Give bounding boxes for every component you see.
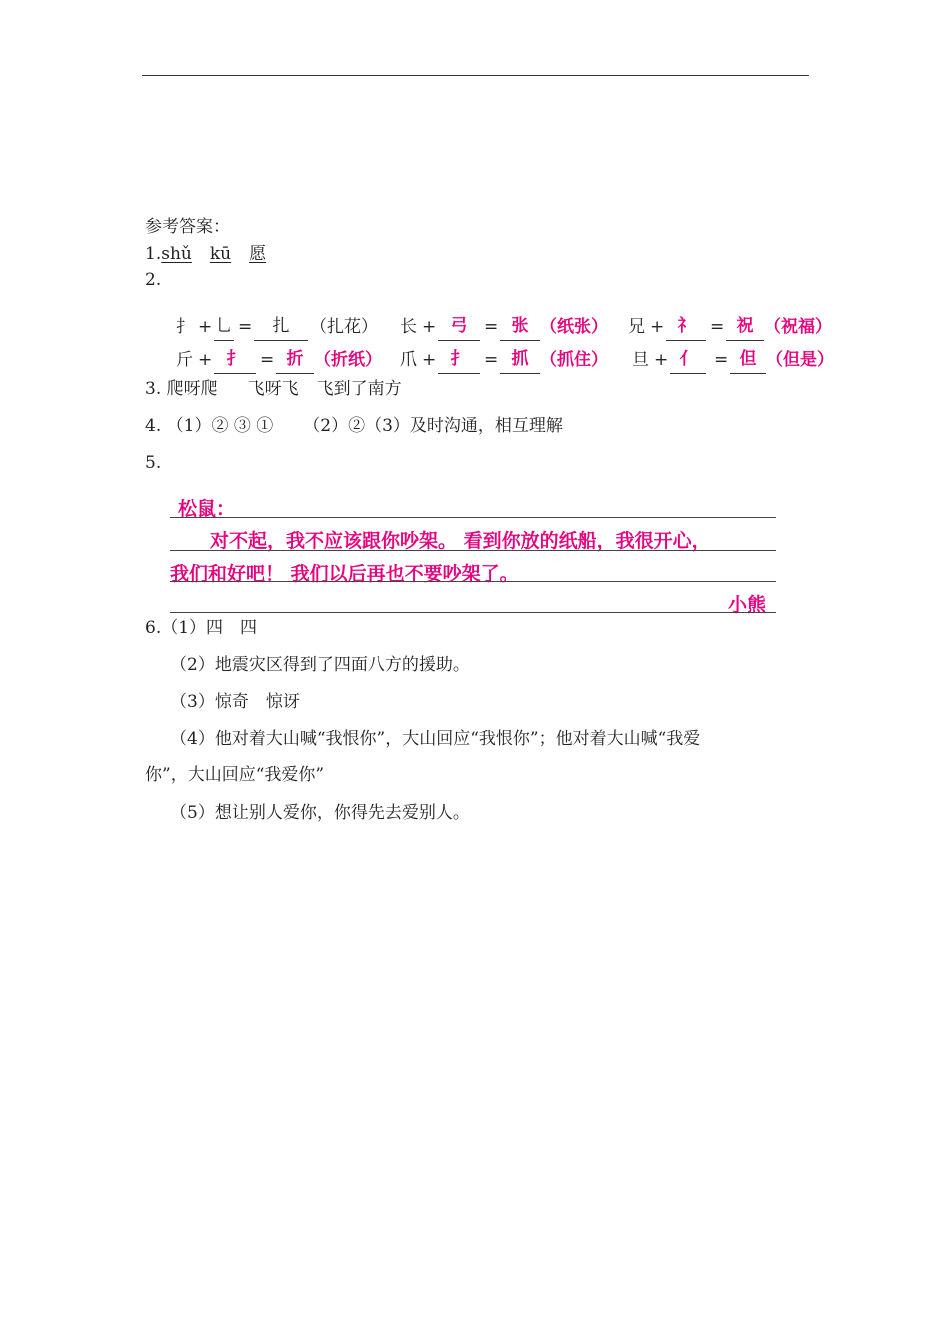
q2-r1-g1-part: 乚 (214, 314, 234, 341)
plus-sign: + (654, 350, 669, 370)
q2-r1-g2-char: 张 (500, 314, 540, 341)
q6-part-4-line-2: 你”，大山回应“我爱你” (145, 765, 325, 785)
q2-r2-g1-char: 折 (276, 347, 314, 374)
q4-number: 4. (145, 416, 162, 436)
q6-part-4-line-1: （4）他对着大山喊“我恨你”，大山回应“我恨你”；他对着大山喊“我爱 (170, 729, 701, 749)
q2-r1-g2-base: 长 (400, 317, 417, 337)
q2-r2-g3-word: （但是） (766, 350, 834, 370)
q3-answer-a: 爬呀爬 (166, 379, 218, 399)
q2-r1-g3-word: （祝福） (764, 317, 832, 337)
equals-sign: = (260, 350, 275, 370)
letter-line-1: 对不起，我不应该跟你吵架。 看到你放的纸船，我很开心， (210, 530, 711, 552)
plus-sign: + (650, 317, 665, 337)
q2-r1-g2-word: （纸张） (540, 317, 608, 337)
q2-r2-g2-word: （抓住） (540, 350, 608, 370)
q3-answer-b: 飞呀飞 (247, 379, 299, 399)
q4-part-1: （1）② ③ ① (166, 416, 274, 436)
plus-sign: + (198, 317, 213, 337)
equals-sign: = (714, 350, 729, 370)
letter-signature: 小熊 (728, 594, 767, 616)
q6-part-1 (145, 617, 257, 639)
q6-part-2: （2）地震灾区得到了四面八方的援助。 (170, 655, 470, 675)
q3-number: 3. (145, 379, 162, 399)
q1-pinyin-b: kū (209, 244, 232, 264)
q2-r2-g2-base: 爪 (400, 350, 417, 370)
q2-r1-g1-char: 扎 (254, 314, 308, 341)
q2-r2-g2-char: 抓 (500, 347, 540, 374)
q2-r2-g2-part: 扌 (438, 347, 480, 374)
plus-sign: + (422, 350, 437, 370)
q5-letter (170, 492, 776, 616)
q2-r1-g1-word: （扎花） (310, 317, 378, 337)
q2-r2-g1-base: 斤 (176, 350, 193, 370)
q2-r1-g3-base: 兄 (628, 317, 645, 337)
letter-rule-2 (170, 550, 776, 551)
letter-rule-3 (170, 581, 776, 582)
q1-pinyin-a: shǔ (161, 244, 192, 264)
q2-r2-g1-word: （折纸） (314, 350, 382, 370)
q2-r2-g1-part: 扌 (214, 347, 256, 374)
equals-sign: = (484, 317, 499, 337)
q2-number: 2. (145, 270, 162, 290)
letter-rule-1 (170, 517, 776, 518)
equals-sign: = (484, 350, 499, 370)
q2-r2-g3-char: 但 (730, 347, 766, 374)
q1-number: 1. (145, 244, 162, 264)
q2-r2-g3-part: 亻 (670, 347, 706, 374)
letter-greeting: 松鼠： (178, 498, 236, 520)
q3-answer-c: 飞到了南方 (316, 379, 402, 399)
equals-sign: = (238, 317, 253, 337)
q6-number: 6. (145, 618, 162, 638)
q3-answer (145, 378, 402, 400)
q4-answer (145, 415, 563, 437)
q2-r2-g3-base: 旦 (632, 350, 649, 370)
plus-sign: + (422, 317, 437, 337)
q2-r1-g3-char: 祝 (726, 314, 764, 341)
answer-heading: 参考答案： (145, 217, 230, 237)
q4-part-3: （3）及时沟通，相互理解 (365, 416, 563, 436)
q2-r1-g1-base: 扌 (176, 317, 193, 337)
q5-number: 5. (145, 453, 162, 473)
letter-rule-4 (170, 612, 776, 613)
header-rule (142, 75, 809, 76)
q6-part-5: （5）想让别人爱你，你得先去爱别人。 (170, 803, 470, 823)
q6-part-3: （3）惊奇 惊讶 (170, 692, 300, 712)
q4-part-2: （2）② (303, 416, 366, 436)
q6-part-1-text: （1）四 四 (161, 618, 258, 638)
letter-line-2: 我们和好吧！ 我们以后再也不要吵架了。 (170, 563, 519, 585)
equals-sign: = (710, 317, 725, 337)
q2-r1-g3-part: 礻 (666, 314, 706, 341)
q1-char: 愿 (249, 244, 267, 264)
plus-sign: + (198, 350, 213, 370)
q2-r1-g2-part: 弓 (438, 314, 480, 341)
q1-answer (145, 243, 266, 265)
